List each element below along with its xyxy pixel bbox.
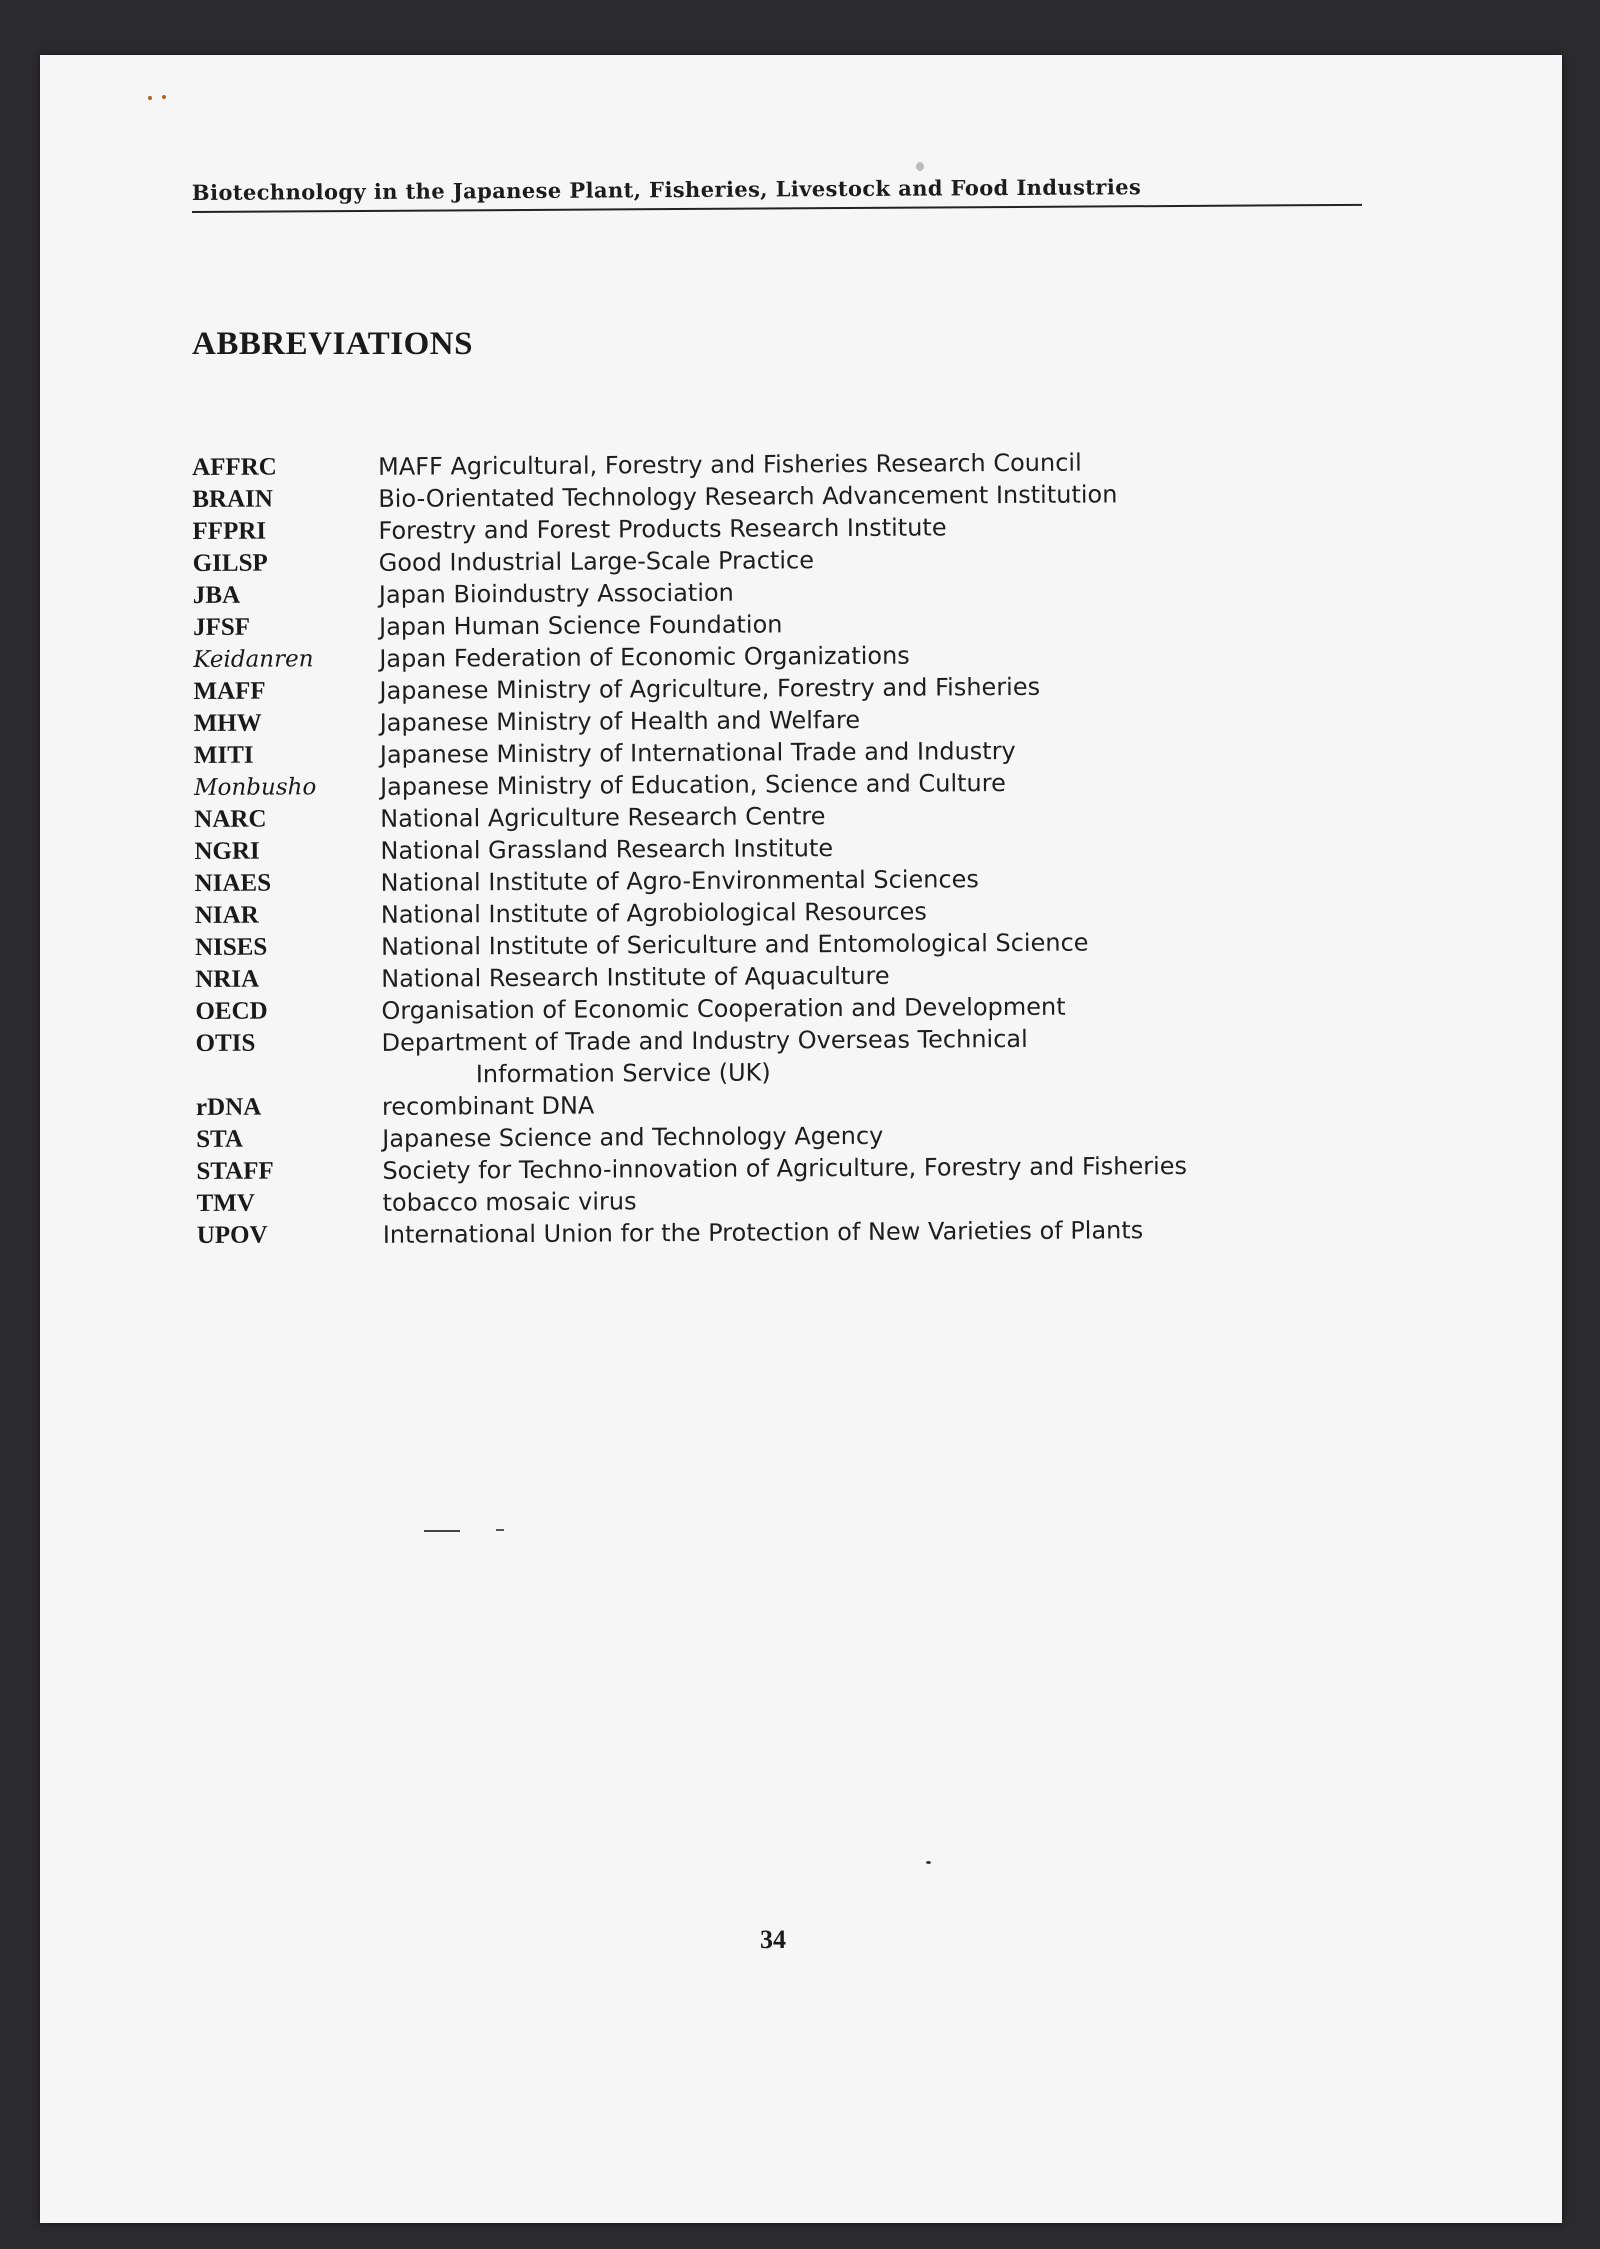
abbreviation-definition: Japanese Ministry of Education, Science and Culture <box>379 769 1006 801</box>
abbreviation-definition: recombinant DNA <box>381 1091 595 1121</box>
ink-speck <box>926 1861 931 1864</box>
abbreviation-definition: Forestry and Forest Products Research Institute <box>378 513 947 545</box>
abbreviation-definition: National Research Institute of Aquaculture <box>381 961 890 993</box>
abbreviation-definition-continuation: Information Service (UK) <box>475 1058 771 1089</box>
abbreviation-definition: National Grassland Research Institute <box>380 834 834 865</box>
abbreviation-term: OTIS <box>195 1029 256 1057</box>
abbreviation-term: NIAR <box>194 901 259 929</box>
abbreviation-list <box>192 445 1397 1252</box>
abbreviation-definition: Japanese Science and Technology Agency <box>382 1121 884 1153</box>
list-item <box>196 1021 1396 1092</box>
abbreviation-definition: Japan Federation of Economic Organizations <box>379 641 910 673</box>
abbreviation-definition: Society for Techno-innovation of Agriculture, Forestry and Fisheries <box>382 1151 1188 1185</box>
abbreviation-definition: Bio-Orientated Technology Research Advancement Institution <box>378 480 1118 513</box>
abbreviation-term: TMV <box>196 1189 256 1217</box>
abbreviation-term: STAFF <box>196 1157 274 1185</box>
abbreviation-term: MAFF <box>193 677 266 705</box>
ink-speck <box>424 1530 460 1532</box>
abbreviation-term: JFSF <box>192 613 251 641</box>
page-number: 34 <box>760 1925 786 1954</box>
abbreviation-definition: Organisation of Economic Cooperation and Development <box>381 992 1066 1025</box>
abbreviation-definition <box>382 1023 1029 1091</box>
ink-speck <box>916 162 924 171</box>
ink-speck <box>496 1529 504 1531</box>
abbreviation-definition: National Institute of Sericulture and Entomological Science <box>380 928 1089 961</box>
abbreviation-term: Monbusho <box>193 774 317 801</box>
abbreviation-definition-line: Department of Trade and Industry Overseas Technical <box>381 1024 1028 1057</box>
abbreviation-definition: Japanese Ministry of Health and Welfare <box>379 705 861 737</box>
abbreviation-term: NGRI <box>194 837 260 865</box>
abbreviation-term: NIAES <box>194 869 272 897</box>
abbreviation-term: UPOV <box>196 1221 268 1249</box>
abbreviation-definition: National Institute of Agro-Environmental Sciences <box>380 865 979 897</box>
abbreviation-term: AFFRC <box>192 453 277 481</box>
abbreviation-term: rDNA <box>195 1093 262 1121</box>
abbreviation-term: NISES <box>194 933 268 961</box>
abbreviation-term: Keidanren <box>193 646 314 673</box>
abbreviation-term: MHW <box>193 709 262 737</box>
abbreviation-definition: MAFF Agricultural, Forestry and Fisheries Research Council <box>378 448 1082 481</box>
abbreviation-definition: Good Industrial Large-Scale Practice <box>378 546 815 577</box>
abbreviation-term: OECD <box>195 997 268 1025</box>
abbreviation-definition: National Institute of Agrobiological Resources <box>380 897 927 929</box>
abbreviation-term: JBA <box>192 581 241 609</box>
ink-speck <box>162 95 166 99</box>
abbreviation-term: GILSP <box>192 549 268 577</box>
abbreviation-term: BRAIN <box>192 485 273 513</box>
abbreviation-term: MITI <box>193 741 254 769</box>
abbreviation-definition: Japan Bioindustry Association <box>378 578 734 609</box>
abbreviation-term: NRIA <box>195 965 260 993</box>
abbreviation-term: NARC <box>194 805 267 833</box>
running-header: Biotechnology in the Japanese Plant, Fisheries, Livestock and Food Industries <box>192 173 1362 213</box>
abbreviation-definition: National Agriculture Research Centre <box>380 802 826 833</box>
abbreviation-term: FFPRI <box>192 517 267 545</box>
abbreviation-definition: Japanese Ministry of International Trade and Industry <box>379 736 1016 769</box>
abbreviation-term: STA <box>196 1125 244 1153</box>
abbreviation-definition: International Union for the Protection of New Varieties of Plants <box>382 1216 1144 1249</box>
abbreviation-definition: Japan Human Science Foundation <box>378 610 783 641</box>
ink-speck <box>148 96 152 100</box>
section-title: ABBREVIATIONS <box>192 326 473 362</box>
abbreviation-definition: Japanese Ministry of Agriculture, Forestry and Fisheries <box>379 672 1041 705</box>
abbreviation-definition: tobacco mosaic virus <box>382 1187 637 1217</box>
